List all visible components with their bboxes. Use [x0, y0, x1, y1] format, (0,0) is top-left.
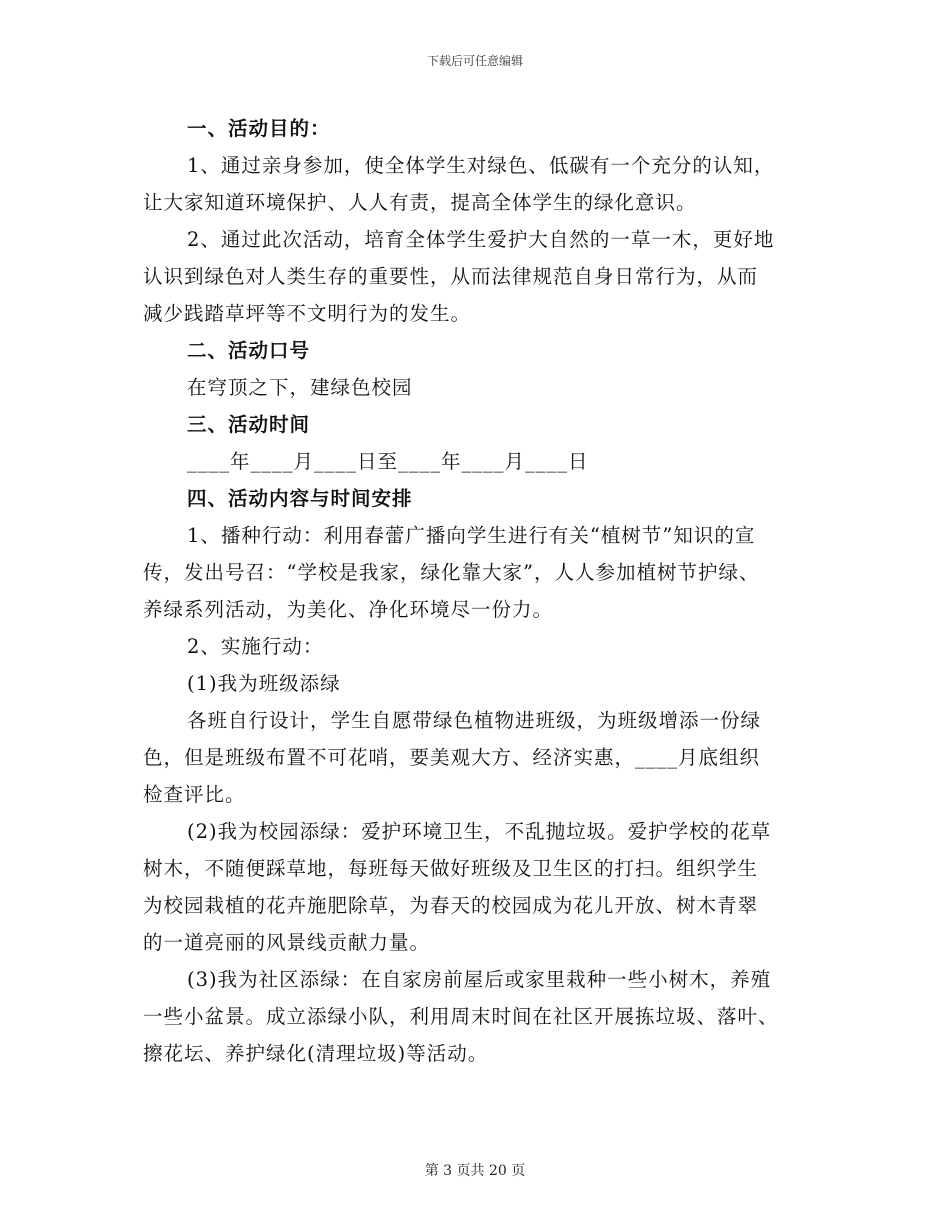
paragraph-line: 传，发出号召：“学校是我家，绿化靠大家”，人人参加植树节护绿、: [143, 561, 760, 584]
paragraph-line: 认识到绿色对人类生存的重要性，从而法律规范自身日常行为，从而: [143, 265, 759, 288]
paragraph-line: 养绿系列活动，为美化、净化环境尽一份力。: [143, 598, 554, 621]
paragraph-line: 2、通过此次活动，培育全体学生爱护大自然的一草一木，更好地: [187, 228, 775, 251]
paragraph-line: (1)我为班级添绿: [187, 672, 341, 695]
paragraph-line: 检查评比。: [143, 783, 246, 806]
paragraph-line: 色，但是班级布置不可花哨，要美观大方、经济实惠，____月底组织: [143, 746, 761, 769]
paragraph-line: 2、实施行动：: [187, 635, 324, 658]
paragraph-line: (3)我为社区添绿：在自家房前屋后或家里栽种一些小树木，养殖: [187, 968, 772, 991]
paragraph-line: 在穹顶之下，建绿色校园: [187, 376, 413, 399]
paragraph-line: 1、通过亲身参加，使全体学生对绿色、低碳有一个充分的认知，: [187, 154, 775, 177]
paragraph-line: 减少践踏草坪等不文明行为的发生。: [143, 302, 472, 325]
paragraph-line: 各班自行设计，学生自愿带绿色植物进班级，为班级增添一份绿: [187, 709, 762, 732]
paragraph-line: 树木，不随便踩草地，每班每天做好班级及卫生区的打扫。组织学生: [143, 857, 759, 880]
paragraph-line: 一些小盆景。成立添绿小队，利用周末时间在社区开展拣垃圾、落叶、: [143, 1005, 779, 1028]
section-heading: 一、活动目的：: [187, 117, 331, 140]
paragraph-line: 为校园栽植的花卉施肥除草，为春天的校园成为花儿开放、树木青翠: [143, 894, 759, 917]
paragraph-line: 的一道亮丽的风景线贡献力量。: [143, 931, 431, 954]
section-heading: 四、活动内容与时间安排: [187, 487, 413, 510]
paragraph-line: 让大家知道环境保护、人人有责，提高全体学生的绿化意识。: [143, 191, 697, 214]
page-header: 下载后可任意编辑: [426, 54, 523, 68]
section-heading: 三、活动时间: [187, 413, 311, 436]
paragraph-line: (2)我为校园添绿：爱护环境卫生，不乱抛垃圾。爱护学校的花草: [187, 820, 772, 843]
paragraph-line: ____年____月____日至____年____月____日: [187, 450, 589, 473]
page-footer: 第 3 页共 20 页: [424, 1163, 526, 1179]
paragraph-line: 1、播种行动：利用春蕾广播向学生进行有关“植树节”知识的宣: [187, 524, 756, 547]
paragraph-line: 擦花坛、养护绿化(清理垃圾)等活动。: [143, 1042, 489, 1065]
document-body: [143, 110, 807, 1072]
section-heading: 二、活动口号: [187, 339, 311, 362]
